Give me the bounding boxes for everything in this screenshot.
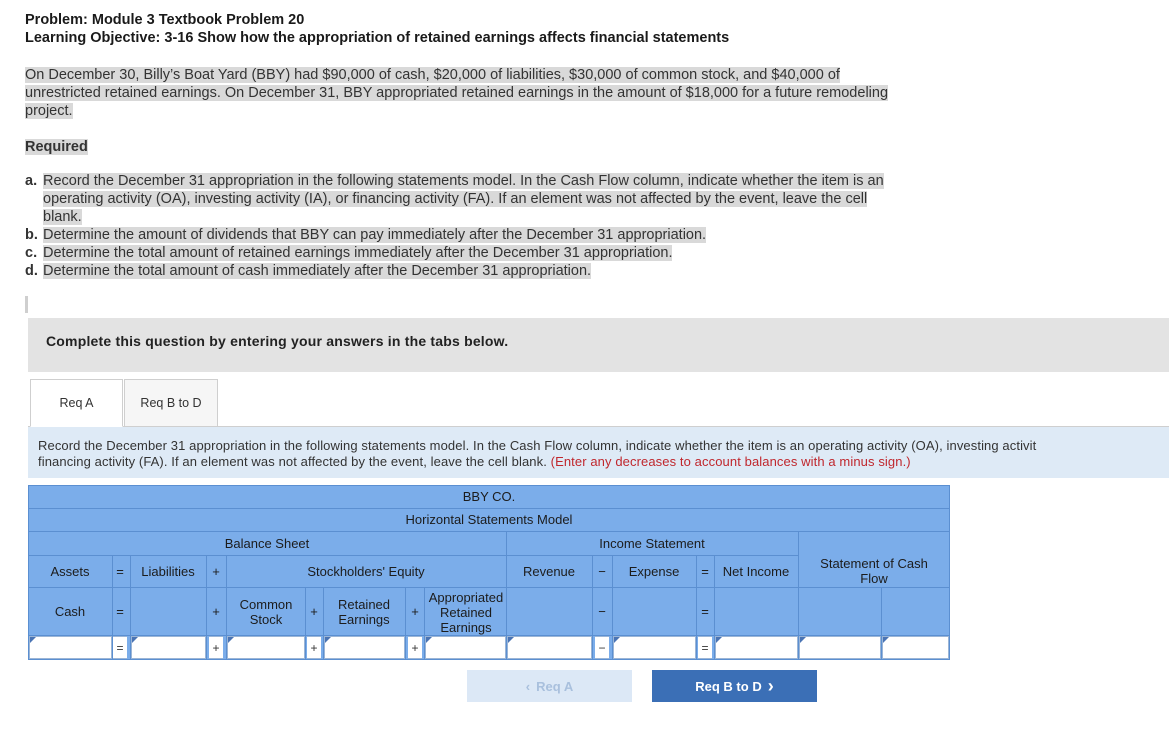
minus-sign: − (598, 604, 606, 619)
required-heading: Required (25, 139, 88, 155)
cash-heading: Cash (54, 604, 86, 619)
instruction-text-2: financing activity (FA). If an element was not affected by the event, leave the cell blank. (38, 454, 547, 469)
equals-sign: = (701, 604, 709, 619)
requirement-c (25, 244, 965, 262)
instruction-hint: (Enter any decreases to account balances with a minus sign.) (550, 454, 911, 469)
plus-sign: + (307, 636, 321, 659)
plus-sign: + (209, 636, 223, 659)
learning-objective: Learning Objective: 3-16 Show how the appropriation of retained earnings affects financial statements (25, 30, 730, 46)
balance-sheet-heading: Balance Sheet (224, 536, 310, 551)
income-statement-heading: Income Statement (599, 536, 705, 551)
common-stock-input[interactable] (227, 636, 305, 659)
requirement-a (25, 172, 965, 226)
req-a-line-3: blank. (43, 209, 82, 225)
retained-earnings-heading: Retained Earnings (337, 597, 391, 627)
appropriated-re-input[interactable] (425, 636, 506, 659)
chevron-right-icon: › (767, 675, 774, 696)
cash-flow-amount-input[interactable] (799, 636, 881, 659)
cash-flow-heading: Statement of Cash Flow (820, 556, 928, 586)
tab-req-b-to-d[interactable]: Req B to D (124, 379, 218, 427)
instructions-banner (28, 318, 1169, 372)
problem-title: Problem: Module 3 Textbook Problem 20 (25, 12, 305, 28)
plus-sign: + (212, 564, 220, 579)
intro-line-3: project. (25, 103, 73, 119)
revenue-input[interactable] (507, 636, 592, 659)
problem-header (25, 11, 729, 47)
prev-req-label: Req A (536, 678, 574, 694)
plus-sign: + (411, 604, 419, 619)
expense-heading: Expense (628, 564, 680, 579)
equals-sign: = (116, 564, 124, 579)
req-d-text: Determine the total amount of cash immediately after the December 31 appropriation. (43, 263, 592, 279)
retained-earnings-input[interactable] (324, 636, 405, 659)
assets-cash-input[interactable] (29, 636, 112, 659)
net-income-input[interactable] (715, 636, 798, 659)
tab-req-a[interactable]: Req A (30, 379, 123, 427)
requirement-letter: d. (25, 263, 38, 279)
next-req-button[interactable] (652, 670, 817, 702)
equals-sign: = (113, 636, 127, 659)
minus-sign: − (595, 636, 609, 659)
chevron-left-icon: ‹ (525, 678, 531, 694)
next-req-label: Req B to D (695, 678, 762, 694)
cash-flow-activity-input[interactable] (882, 636, 949, 659)
requirement-letter: a. (25, 173, 38, 189)
revenue-heading: Revenue (522, 564, 576, 579)
intro-line-1: On December 30, Billy’s Boat Yard (BBY) had $90,000 of cash, $20,000 of liabilities, $30,000 of common stock, and $40,000 of (25, 67, 840, 83)
banner-text: Complete this question by entering your answers in the tabs below. (46, 333, 509, 349)
req-c-text: Determine the total amount of retained earnings immediately after the December 31 appropriation. (43, 245, 673, 261)
stockholders-equity-heading: Stockholders' Equity (307, 564, 425, 579)
expense-input[interactable] (613, 636, 696, 659)
plus-sign: + (408, 636, 422, 659)
liabilities-heading: Liabilities (141, 564, 195, 579)
equals-sign: = (701, 564, 709, 579)
model-company: BBY CO. (462, 489, 516, 504)
prev-req-button[interactable] (467, 670, 632, 702)
equals-sign: = (698, 636, 712, 659)
instruction-text: Record the December 31 appropriation in the following statements model. In the Cash Flow column, indicate whether the item is an operating activity (OA), investing activit (38, 438, 1037, 453)
liabilities-input[interactable] (131, 636, 206, 659)
requirement-b (25, 226, 965, 244)
net-income-heading: Net Income (722, 564, 790, 579)
problem-intro (25, 66, 970, 120)
minus-sign: − (598, 564, 606, 579)
text-cursor-marker (25, 296, 28, 313)
intro-line-2: unrestricted retained earnings. On December 31, BBY appropriated retained earnings in the amount of $18,000 for a future remodeling (25, 85, 889, 101)
requirement-letter: b. (25, 227, 38, 243)
requirements-list (25, 172, 965, 280)
requirement-d (25, 262, 965, 280)
plus-sign: + (212, 604, 220, 619)
req-b-text: Determine the amount of dividends that BBY can pay immediately after the December 31 appropriation. (43, 227, 707, 243)
model-title: Horizontal Statements Model (405, 512, 573, 527)
requirement-letter: c. (25, 245, 38, 261)
common-stock-heading: Common Stock (239, 597, 293, 627)
tab-instruction (28, 426, 1169, 478)
assets-heading: Assets (50, 564, 90, 579)
appropriated-re-heading: Appropriated Retained Earnings (428, 590, 504, 635)
equals-sign: = (116, 604, 124, 619)
req-a-line-2: operating activity (OA), investing activity (IA), or financing activity (FA). If an element was not affected by the event, leave the cell (43, 191, 868, 207)
req-a-line-1: Record the December 31 appropriation in the following statements model. In the Cash Flow column, indicate whether the item is an (43, 173, 884, 189)
plus-sign: + (310, 604, 318, 619)
